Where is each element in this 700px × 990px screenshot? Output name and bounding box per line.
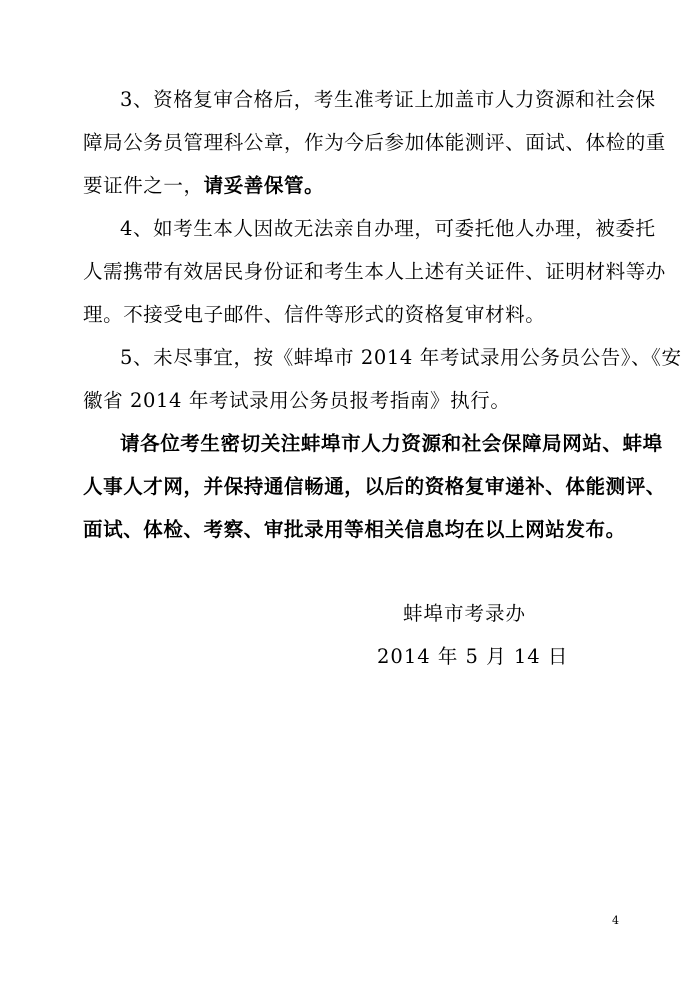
para4-line1: 4、如考生本人因故无法亲自办理，可委托他人办理，被委托 [120, 217, 656, 240]
para3-line2: 障局公务员管理科公章，作为今后参加体能测评、面试、体检的重 [83, 131, 666, 154]
para4-line2: 人需携带有效居民身份证和考生本人上述有关证件、证明材料等办 [83, 260, 666, 283]
page-number: 4 [612, 914, 619, 927]
para3-line3-text: 要证件之一， [83, 174, 204, 197]
para5-line1: 5、未尽事宜，按《蚌埠市 2014 年考试录用公务员公告》、《安 [120, 346, 682, 369]
para5-line2: 徽省 2014 年考试录用公务员报考指南》执行。 [83, 389, 511, 412]
notice-line2: 人事人才网，并保持通信畅通，以后的资格复审递补、体能测评、 [83, 475, 666, 498]
para4-line3: 理。不接受电子邮件、信件等形式的资格复审材料。 [83, 303, 546, 326]
signature-organization: 蚌埠市考录办 [403, 602, 527, 625]
signature-date: 2014 年 5 月 14 日 [377, 645, 569, 668]
para3-line3 [83, 166, 623, 206]
notice-line1: 请各位考生密切关注蚌埠市人力资源和社会保障局网站、蚌埠 [120, 432, 663, 455]
para3-line1: 3、资格复审合格后，考生准考证上加盖市人力资源和社会保 [120, 88, 656, 111]
para3-line3-bold: 请妥善保管。 [203, 174, 325, 197]
notice-line3: 面试、体检、考察、审批录用等相关信息均在以上网站发布。 [83, 518, 626, 541]
